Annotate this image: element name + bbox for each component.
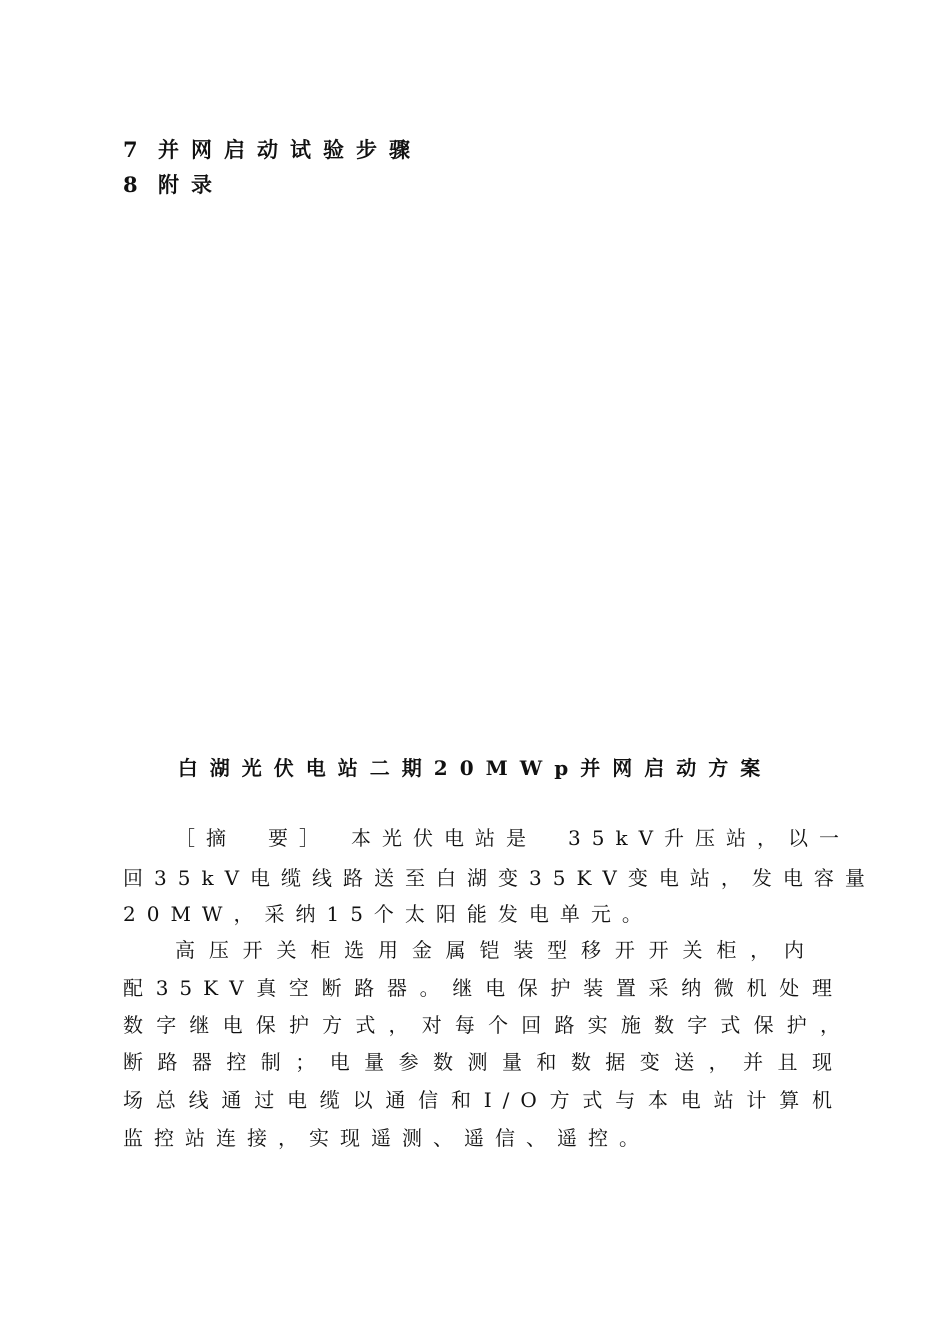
body-line: 断路器控制；电量参数测量和数据变送，并且现 <box>123 1050 843 1074</box>
abstract-line: ［摘 要］ 本光伏电站是 35kV升压站，以一 <box>175 826 851 850</box>
toc-item-label: 并网启动试验步骤 <box>158 137 422 162</box>
abstract-line: 20MW，采纳15个太阳能发电单元。 <box>123 902 653 926</box>
toc-item[interactable] <box>123 171 224 199</box>
body-line: 场总线通过电缆以通信和I/O方式与本电站计算机 <box>123 1088 843 1112</box>
abstract-line: 回35kV电缆线路送至白湖变35KV变电站，发电容量 <box>123 866 876 890</box>
toc-item[interactable] <box>123 136 422 164</box>
toc-item-number: 7 <box>123 137 138 162</box>
document-title: 白湖光伏电站二期20MWp并网启动方案 <box>177 756 773 780</box>
toc-item-number: 8 <box>123 172 138 197</box>
body-line: 配35KV真空断路器。继电保护装置采纳微机处理 <box>123 976 843 1000</box>
body-line: 监控站连接，实现遥测、遥信、遥控。 <box>123 1126 650 1150</box>
body-line: 高压开关柜选用金属铠装型移开开关柜，内 <box>175 938 815 962</box>
body-line: 数字继电保护方式，对每个回路实施数字式保护， <box>123 1013 851 1037</box>
toc-item-label: 附录 <box>158 172 224 197</box>
